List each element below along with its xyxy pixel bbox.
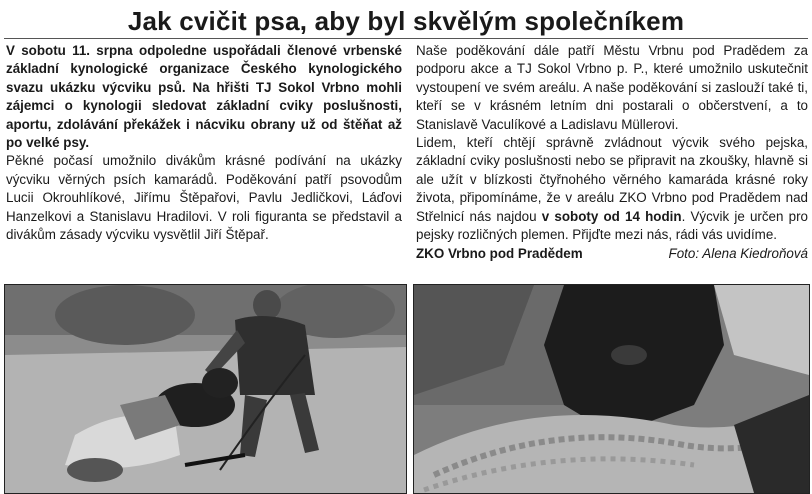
title-divider [4, 38, 808, 39]
signature-row [416, 245, 808, 263]
column-right [416, 42, 808, 264]
lead-paragraph: V sobotu 11. srpna odpoledne uspořádali členové vrbenské základní kynologické organizace Českého kynologického svazu ukázku výcviku psů. Na hřišti TJ Sokol Vrbno mohli zájemci o kynologii sledovat základní cviky poslušnosti, aportu, zdolávání překážek i nácviku obrany už od štěňat až po velké psy. [6, 43, 402, 151]
invite-paragraph [416, 134, 808, 244]
invite-text-end: . Výcvik je určen pro pejsky rozličných plemen. Přijďte mezi nás, rádi vás uvidíme. [416, 208, 808, 243]
thanks-paragraph: Pěkné počasí umožnilo divákům krásné podívání na ukázky výcviku věrných psích kamarádů. Poděkování patří psovodům Lucii Okrouhlíkové, Jiřímu Štěpařovi, Pavlu Jedličkovi, Láďovi Hanzelkovi a Stanislavu Hradilovi. V roli figuranta se představil a divákům zásady výcviku vysvětlil Jiří Štěpař. [6, 153, 402, 243]
article-title: Jak cvičit psa, aby byl skvělým společníkem [127, 6, 685, 36]
invite-time: v soboty od 14 hodin [541, 208, 682, 224]
photo-training-demo-image [5, 285, 406, 493]
invite-text-start: Lidem, kteří chtějí správně zvládnout výcvik svého pejska, základní cviky poslušnosti nebo se připravit na zkoušky, hlavně si ale užít v blízkosti čtyřnohého věrného kamaráda krásné roky života, připomínáme, že v areálu ZKO Vrbno pod Pradědem nad Střelnicí nás najdou [416, 135, 808, 224]
photo-dog-closeup-image [414, 285, 809, 493]
photo-training-demo [4, 284, 407, 494]
city-paragraph: Naše poděkování dále patří Městu Vrbnu pod Pradědem za podporu akce a TJ Sokol Vrbno p. P., které umožnilo uskutečnit vystoupení ve svém areálu. A naše poděkování si zaslouží také ti, kteří se v krásném letním dni postarali o občerstvení, a to Stanislavě Vaculíkové a Ladislavu Müllerovi. [416, 43, 808, 132]
photo-credit: Foto: Alena Kiedroňová [668, 246, 808, 262]
photo-dog-closeup [413, 284, 810, 494]
signature-organization: ZKO Vrbno pod Pradědem [416, 246, 583, 262]
column-left [6, 42, 402, 244]
